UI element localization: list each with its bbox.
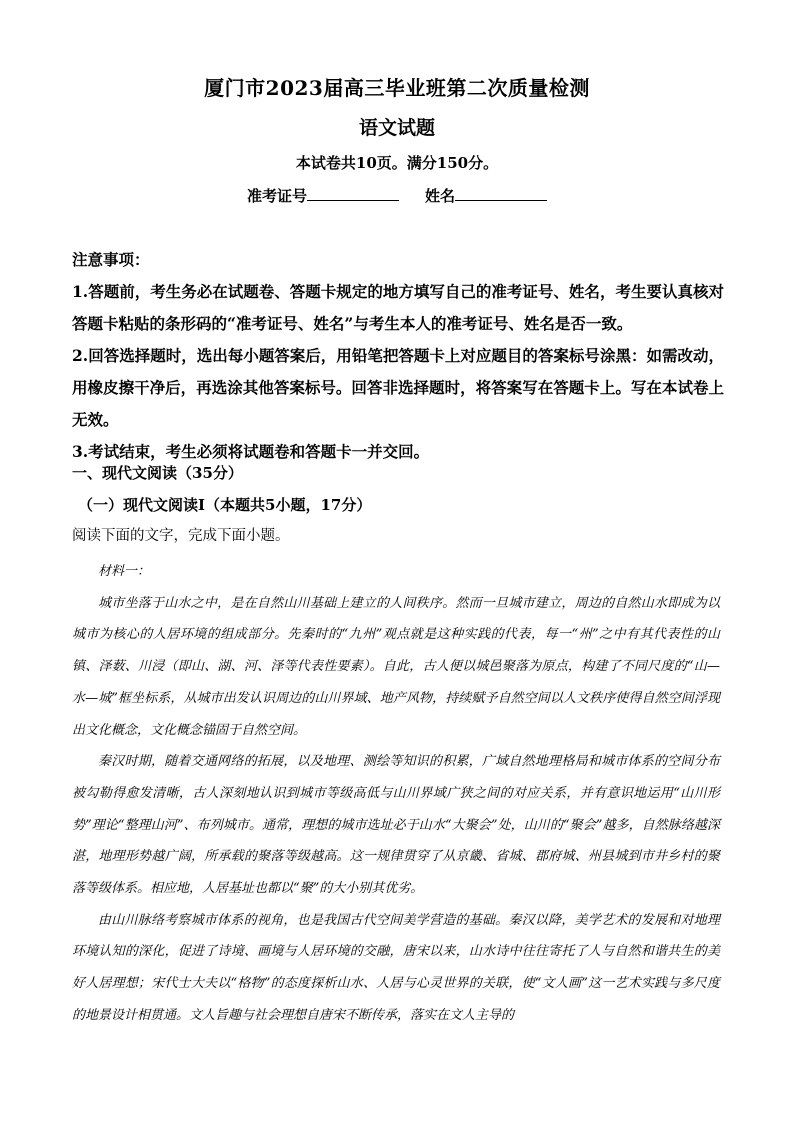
note-item: 1.答题前，考生务必在试题卷、答题卡规定的地方填写自己的准考证号、姓名，考生要认真核对答题卡粘贴的条形码的“准考证号、姓名”与考生本人的准考证号、姓名是否一致。 (72, 282, 724, 333)
name-label: 姓名 (425, 187, 456, 205)
candidate-info-line (0, 185, 794, 206)
material-body (72, 556, 720, 1032)
part-title: 一、现代文阅读（35分） (72, 464, 243, 482)
material-paragraph: 城市坐落于山水之中，是在自然山川基础上建立的人间秩序。然而一旦城市建立，周边的自然山水即成为以城市为核心的人居环境的组成部分。先秦时的“九州”观点就是这种实践的代表，每一“州”之中有其代表性的山镇、泽薮、川浸（即山、湖、河、泽等代表性要素）。自此，古人便以城邑聚落为原点，构建了不同尺度的“山—水—城”框坐标系，从城市出发认识周边的山川界域、地产风物，持续赋予自然空间以人文秩序使得自然空间浮现出文化概念，文化概念锚固于自然空间。 (72, 595, 720, 738)
exam-info: 本试卷共10页。满分150分。 (295, 154, 499, 172)
exam-subject: 语文试题 (358, 117, 435, 139)
notes-section (72, 244, 724, 468)
material-paragraph: 由山川脉络考察城市体系的视角，也是我国古代空间美学营造的基础。秦汉以降，美学艺术的发展和对地理环境认知的深化，促进了诗境、画境与人居环境的交融，唐宋以来，山水诗中往往寄托了人与自然和谐共生的美好人居理想；宋代士大夫以“格物”的态度探析山水、人居与心灵世界的关联，使“文人画”这一艺术实践与多尺度的地景设计相贯通。文人旨趣与社会理想自唐宋不断传承，落实在文人主导的 (72, 912, 720, 1023)
name-blank (455, 186, 547, 201)
exam-title: 厦门市2023届高三毕业班第二次质量检测 (204, 76, 590, 100)
notes-heading: 注意事项： (72, 250, 150, 269)
material-paragraph: 秦汉时期，随着交通网络的拓展，以及地理、测绘等知识的积累，广域自然地理格局和城市体系的空间分布被勾勒得愈发清晰，古人深刻地认识到城市等级高低与山川界域广狭之间的对应关系，并有意识地运用“山川形势”理论“整理山河”、布列城市。通常，理想的城市选址必于山水“大聚会”处，山川的“聚会”越多，自然脉络越深湛，地理形势越广阔，所承载的聚落等级越高。这一规律贯穿了从京畿、省城、郡府城、州县城到市井乡村的聚落等级体系。相应地，人居基址也都以“聚”的大小别其优劣。 (72, 754, 720, 897)
exam-id-blank (307, 186, 399, 201)
note-item: 3.考试结束，考生必须将试题卷和答题卡一并交回。 (72, 442, 430, 461)
sub-title: （一）现代文阅读Ⅰ（本题共5小题，17分） (78, 496, 372, 514)
material-label: 材料一： (98, 564, 151, 579)
instruction: 阅读下面的文字，完成下面小题。 (72, 528, 290, 544)
exam-id-label: 准考证号 (246, 187, 307, 205)
note-item: 2.回答选择题时，选出每小题答案后，用铅笔把答题卡上对应题目的答案标号涂黑：如需改动，用橡皮擦干净后，再选涂其他答案标号。回答非选择题时，将答案写在答题卡上。写在本试卷上无效。 (72, 346, 724, 429)
